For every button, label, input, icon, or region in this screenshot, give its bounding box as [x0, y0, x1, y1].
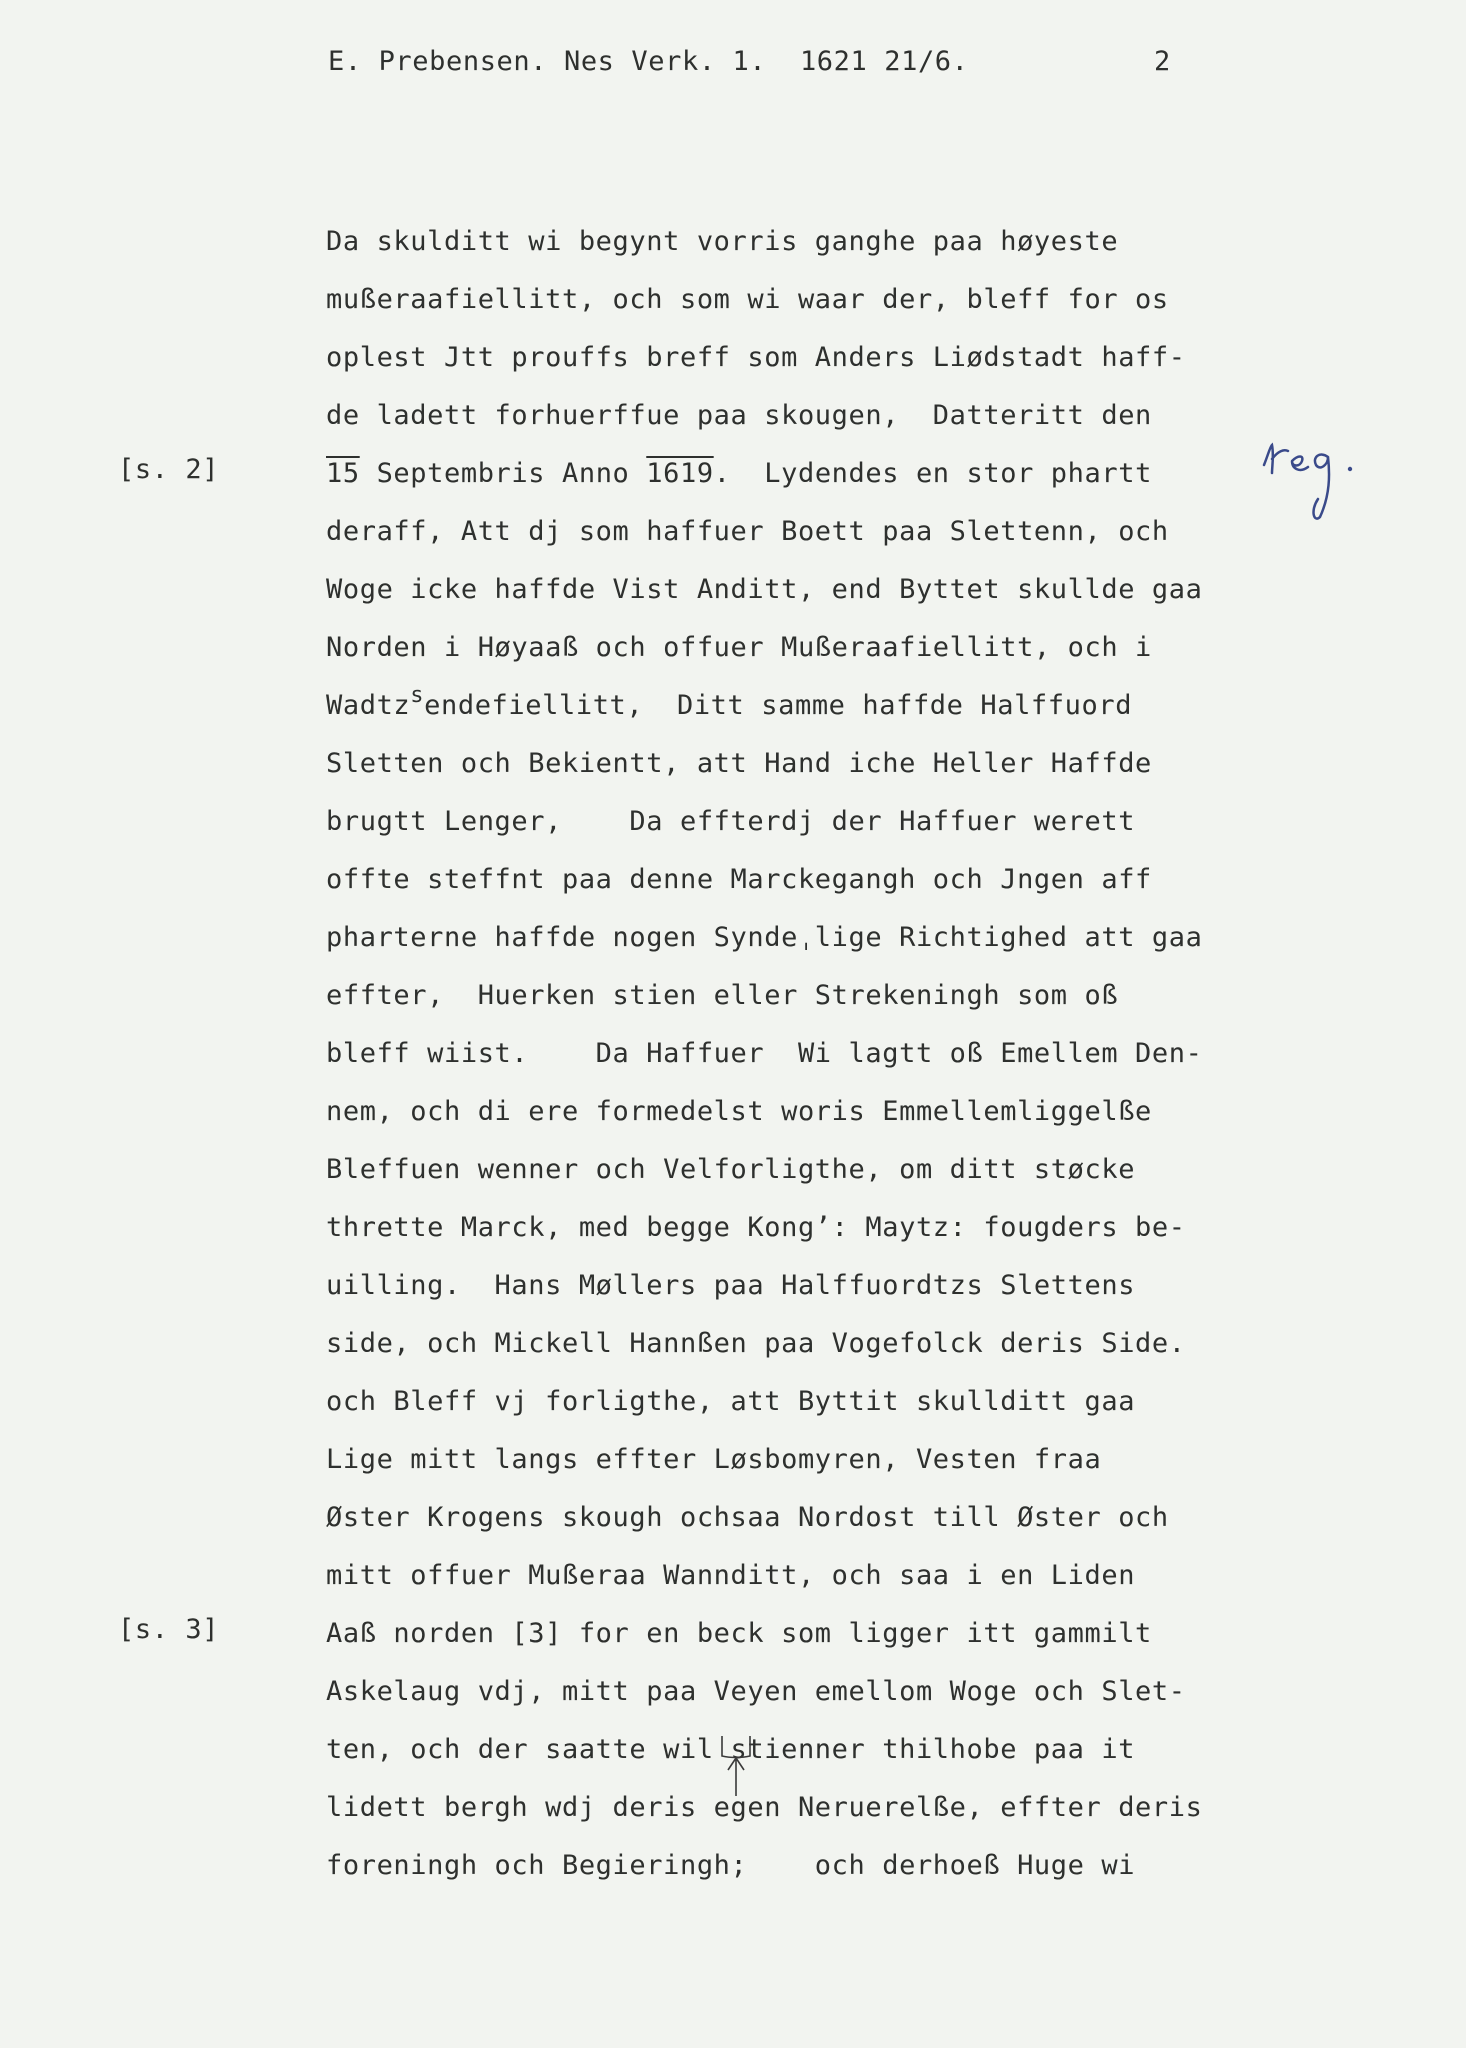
text-line: Bleffuen wenner och Velforligthe, om ditt støcke	[326, 1154, 1136, 1185]
line-fragment: . Lydendes en stor phartt	[713, 458, 1152, 489]
text-line: Askelaug vdj, mitt paa Veyen emellom Woge och Slet-	[326, 1676, 1186, 1707]
margin-note-page-3: [s. 3]	[118, 1614, 220, 1645]
text-line	[326, 683, 1202, 744]
overlined-number: 15	[326, 458, 360, 489]
text-line: Da skulditt wi begynt vorris ganghe paa høyeste	[326, 226, 1119, 257]
line-fragment: Septembris Anno	[359, 458, 647, 489]
insertion-mark	[716, 1730, 756, 1810]
handwritten-reg-annotation	[1258, 425, 1378, 525]
text-line: effter, Huerken stien eller Strekeningh som oß	[326, 980, 1119, 1011]
text-line: mitt offuer Mußeraa Wannditt, och saa i en Liden	[326, 1560, 1136, 1591]
line-fragment: Wadtz	[326, 690, 411, 721]
page-number: 2	[1154, 46, 1171, 77]
superscript-letter: s	[410, 683, 425, 708]
text-line: Sletten och Bekientt, att Hand iche Heller Haffde	[326, 748, 1152, 779]
text-line: Norden i Høyaaß och offuer Mußeraafiellitt, och i	[326, 632, 1152, 663]
text-line: side, och Mickell Hannßen paa Vogefolck deris Side.	[326, 1328, 1186, 1359]
text-line: foreningh och Begieringh; och derhoeß Huge wi	[326, 1850, 1136, 1881]
text-line: uilling. Hans Møllers paa Halffuordtzs Slettens	[326, 1270, 1136, 1301]
transcription-body	[326, 222, 1202, 1904]
text-line: oplest Jtt prouffs breff som Anders Liødstadt haff-	[326, 342, 1186, 373]
overlined-number: 1619	[646, 458, 714, 489]
text-line: Woge icke haffde Vist Anditt, end Byttet skullde gaa	[326, 574, 1203, 605]
text-line: nem, och di ere formedelst woris Emmellemliggelße	[326, 1096, 1152, 1127]
line-fragment: endefiellitt, Ditt samme haffde Halffuord	[424, 690, 1133, 721]
text-line: offte steffnt paa denne Marckegangh och Jngen aff	[326, 864, 1152, 895]
margin-note-page-2: [s. 2]	[118, 454, 220, 485]
text-line: deraff, Att dj som haffuer Boett paa Slettenn, och	[326, 516, 1169, 547]
text-line: lidett bergh wdj deris egen Neruerelße, effter deris	[326, 1792, 1203, 1823]
text-line: Lige mitt langs effter Løsbomyren, Vesten fraa	[326, 1444, 1102, 1475]
text-line: ten, och der saatte wil stienner thilhobe paa it	[326, 1734, 1136, 1765]
text-line: pharterne haffde nogen Syndeˌlige Richtighed att gaa	[326, 922, 1203, 953]
text-line: brugtt Lenger, Da effterdj der Haffuer werett	[326, 806, 1136, 837]
text-line: bleff wiist. Da Haffuer Wi lagtt oß Emellem Den-	[326, 1038, 1203, 1069]
text-line: Aaß norden [3] for en beck som ligger itt gammilt	[326, 1618, 1152, 1649]
text-line: och Bleff vj forligthe, att Byttit skullditt gaa	[326, 1386, 1136, 1417]
text-line: Øster Krogens skough ochsaa Nordost till Øster och	[326, 1502, 1169, 1533]
text-line	[326, 454, 1202, 512]
text-line: de ladett forhuerffue paa skougen, Datteritt den	[326, 400, 1152, 431]
text-line: mußeraafiellitt, och som wi waar der, bleff for os	[326, 284, 1169, 315]
text-line: thrette Marck, med begge Kong’: Maytz: fougders be-	[326, 1212, 1186, 1243]
page-header: E. Prebensen. Nes Verk. 1. 1621 21/6.	[328, 46, 969, 77]
